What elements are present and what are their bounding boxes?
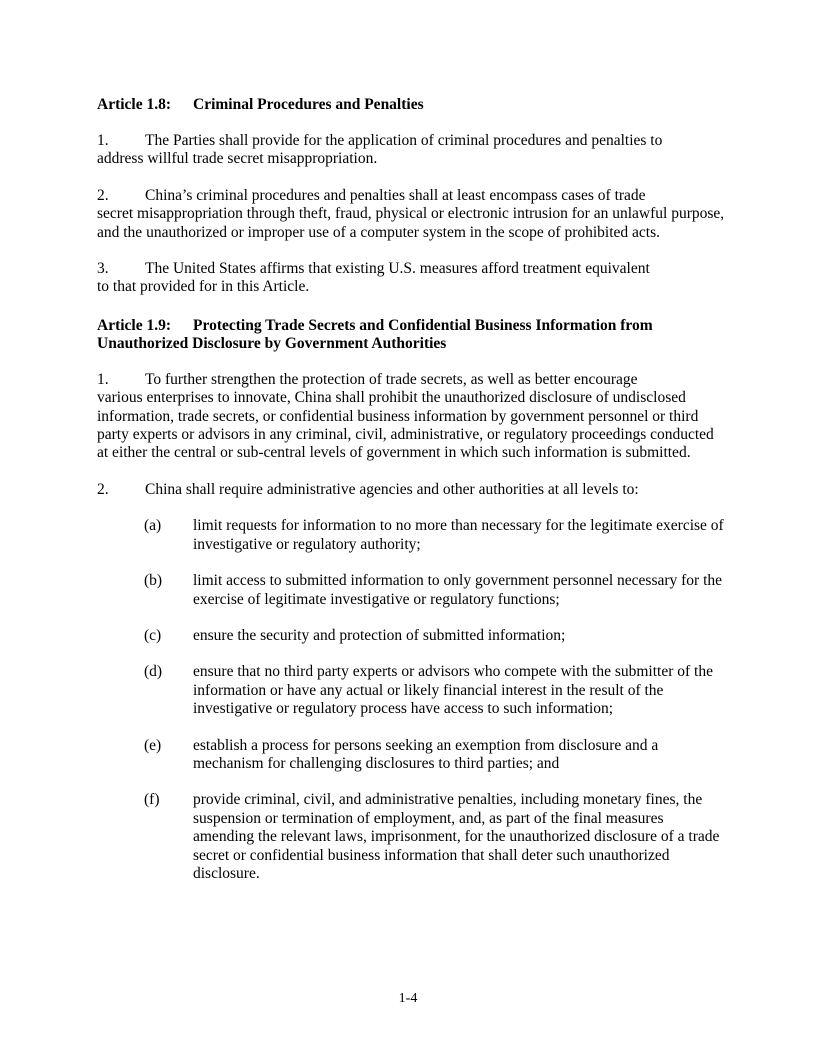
item-text: limit requests for information to no more than necessary for the legitimate exercise of investigative or regulatory authority; <box>193 517 724 553</box>
article-1-8-paragraph-1 <box>97 132 727 169</box>
list-item-f <box>97 791 727 883</box>
article-1-9-paragraph-1 <box>97 371 727 463</box>
article-title-line-2: Unauthorized Disclosure by Government Authorities <box>97 334 447 352</box>
paragraph-text-first-line: To further strengthen the protection of trade secrets, as well as better encourage <box>145 370 638 388</box>
article-1-8-paragraph-3 <box>97 260 727 297</box>
item-text: provide criminal, civil, and administrative penalties, including monetary fines, the suspension or termination of employment, and, as part of the final measures amending the relevant laws, imprisonment, for the unauthorized disclosure of a trade secret or confidential business information that shall deter such unauthorized disclosure. <box>193 791 720 882</box>
article-1-9-paragraph-2 <box>97 481 727 499</box>
article-number: Article 1.8: <box>97 96 172 113</box>
item-letter: (e) <box>144 736 162 754</box>
item-letter: (f) <box>144 791 160 809</box>
list-item-d <box>97 663 727 718</box>
item-text: ensure that no third party experts or advisors who compete with the submitter of the information or have any actual or likely financial interest in the result of the investigative or regulatory process have access to such information; <box>193 663 713 718</box>
item-text: ensure the security and protection of submitted information; <box>193 626 566 644</box>
list-item-b <box>97 572 727 609</box>
article-1-8-heading <box>97 96 727 114</box>
article-1-9-heading <box>97 317 727 353</box>
article-number: Article 1.9: <box>97 316 172 334</box>
paragraph-text: China shall require administrative agencies and other authorities at all levels to: <box>145 480 639 498</box>
paragraph-number: 2. <box>97 186 109 204</box>
paragraph-text-first-line: The United States affirms that existing U.S. measures afford treatment equivalent <box>145 260 650 278</box>
paragraph-number: 1. <box>97 370 109 388</box>
document-body <box>97 96 727 883</box>
article-title: Criminal Procedures and Penalties <box>193 96 424 113</box>
item-letter: (b) <box>144 572 163 590</box>
paragraph-text-first-line: The Parties shall provide for the application of criminal procedures and penalties to <box>145 132 663 149</box>
article-title-line-1: Protecting Trade Secrets and Confidential Business Information from <box>193 316 653 334</box>
item-letter: (a) <box>144 517 162 535</box>
paragraph-text: to that provided for in this Article. <box>97 278 310 296</box>
list-item-e <box>97 737 727 774</box>
paragraph-text-first-line: China’s criminal procedures and penalties shall at least encompass cases of trade <box>145 186 646 204</box>
paragraph-text: address willful trade secret misappropriation. <box>97 150 378 168</box>
item-letter: (d) <box>144 663 163 681</box>
page-number: 1-4 <box>398 991 418 1006</box>
item-letter: (c) <box>144 626 162 644</box>
paragraph-number: 1. <box>97 132 109 149</box>
item-text: establish a process for persons seeking an exemption from disclosure and a mechanism for challenging disclosures to third parties; and <box>193 736 659 772</box>
article-1-8-paragraph-2 <box>97 187 727 242</box>
item-text: limit access to submitted information to only government personnel necessary for the exercise of legitimate investigative or regulatory functions; <box>193 572 723 608</box>
paragraph-number: 2. <box>97 480 109 498</box>
list-item-a <box>97 517 727 554</box>
list-item-c <box>97 627 727 645</box>
paragraph-text: secret misappropriation through theft, fraud, physical or electronic intrusion for an unlawful purpose, and the unauthorized or improper use of a computer system in the scope of prohibited acts. <box>97 205 725 241</box>
paragraph-text: various enterprises to innovate, China shall prohibit the unauthorized disclosure of undisclosed information, trade secrets, or confidential business information by government personnel or third party experts or advisors in any criminal, civil, administrative, or regulatory proceedings conducted at either the central or sub-central levels of government in which such information is submitted. <box>97 389 714 462</box>
paragraph-number: 3. <box>97 260 109 278</box>
